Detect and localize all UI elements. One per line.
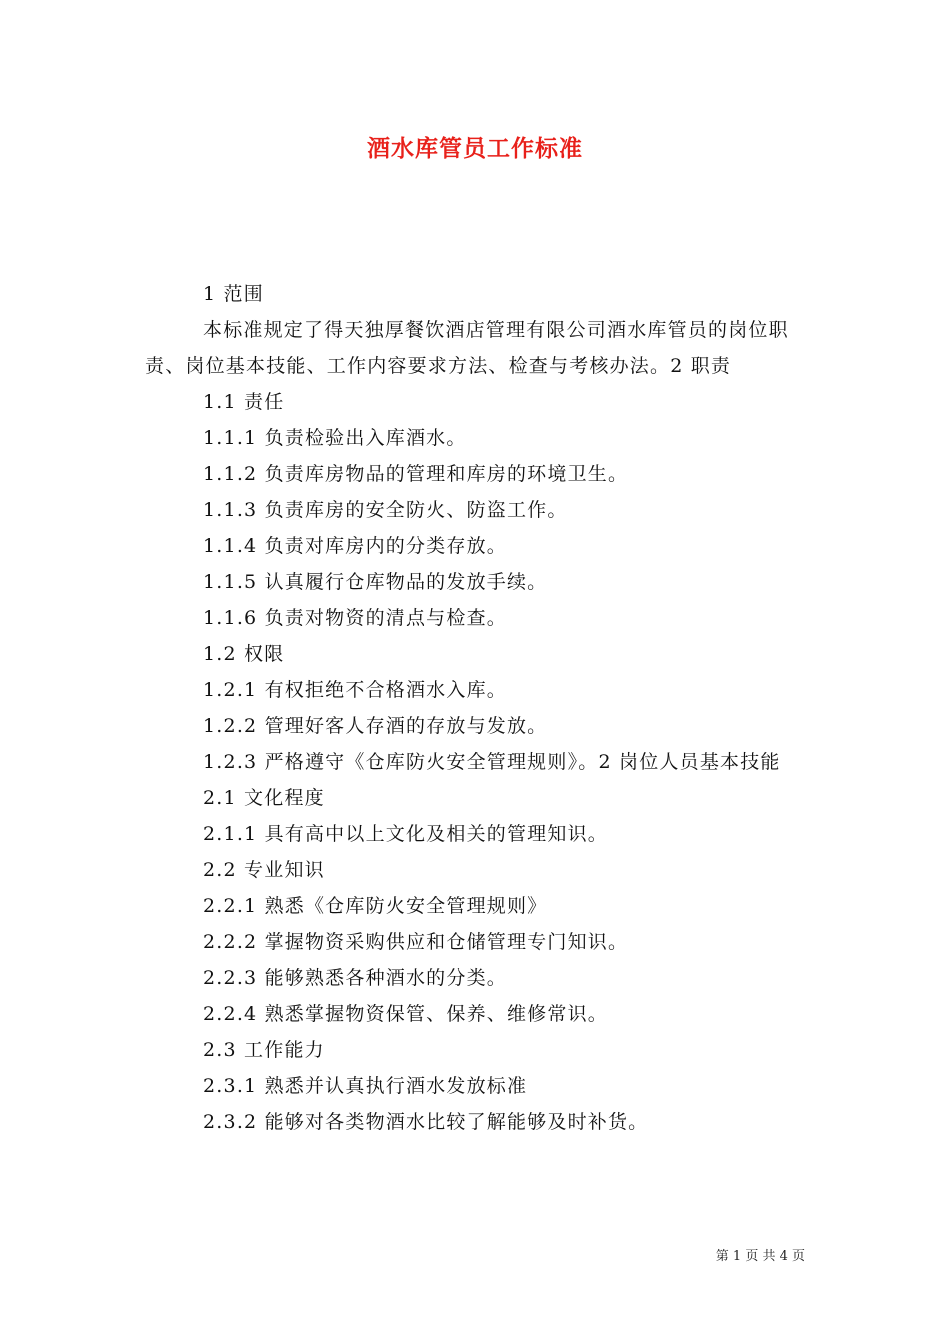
page-footer: 第 1 页 共 4 页 — [715, 1249, 805, 1264]
document-body — [145, 276, 810, 1140]
paragraph-line: 1.1 责任 — [203, 391, 285, 413]
paragraph-line: 1.2 权限 — [203, 643, 285, 665]
paragraph-line: 本标准规定了得天独厚餐饮酒店管理有限公司酒水库管员的岗位职责、岗位基本技能、工作内容要求方法、检查与考核办法。2 职责 — [145, 319, 789, 377]
paragraph-line: 2.3.1 熟悉并认真执行酒水发放标准 — [203, 1075, 528, 1097]
paragraph-line: 1 范围 — [203, 283, 264, 305]
paragraph-line: 2.2.1 熟悉《仓库防火安全管理规则》 — [203, 895, 548, 917]
paragraph-line: 1.1.5 认真履行仓库物品的发放手续。 — [203, 571, 548, 593]
paragraph-line: 2.3 工作能力 — [203, 1039, 325, 1061]
paragraph-line: 1.1.2 负责库房物品的管理和库房的环境卫生。 — [203, 463, 629, 485]
document-title: 酒水库管员工作标准 — [367, 135, 583, 162]
paragraph-line: 1.2.3 严格遵守《仓库防火安全管理规则》。2 岗位人员基本技能 — [203, 751, 781, 773]
paragraph-line: 1.2.1 有权拒绝不合格酒水入库。 — [203, 679, 507, 701]
paragraph-line: 1.1.4 负责对库房内的分类存放。 — [203, 535, 507, 557]
paragraph-line: 2.1.1 具有高中以上文化及相关的管理知识。 — [203, 823, 608, 845]
paragraph-line: 1.1.6 负责对物资的清点与检查。 — [203, 607, 507, 629]
paragraph-line: 1.1.3 负责库房的安全防火、防盗工作。 — [203, 499, 568, 521]
paragraph-line: 1.2.2 管理好客人存酒的存放与发放。 — [203, 715, 548, 737]
paragraph-line: 1.1.1 负责检验出入库酒水。 — [203, 427, 467, 449]
paragraph-line: 2.2 专业知识 — [203, 859, 325, 881]
paragraph-line: 2.1 文化程度 — [203, 787, 325, 809]
paragraph-line: 2.2.3 能够熟悉各种酒水的分类。 — [203, 967, 507, 989]
paragraph-line: 2.2.4 熟悉掌握物资保管、保养、维修常识。 — [203, 1003, 608, 1025]
paragraph-line: 2.2.2 掌握物资采购供应和仓储管理专门知识。 — [203, 931, 629, 953]
paragraph-line: 2.3.2 能够对各类物酒水比较了解能够及时补货。 — [203, 1111, 649, 1133]
